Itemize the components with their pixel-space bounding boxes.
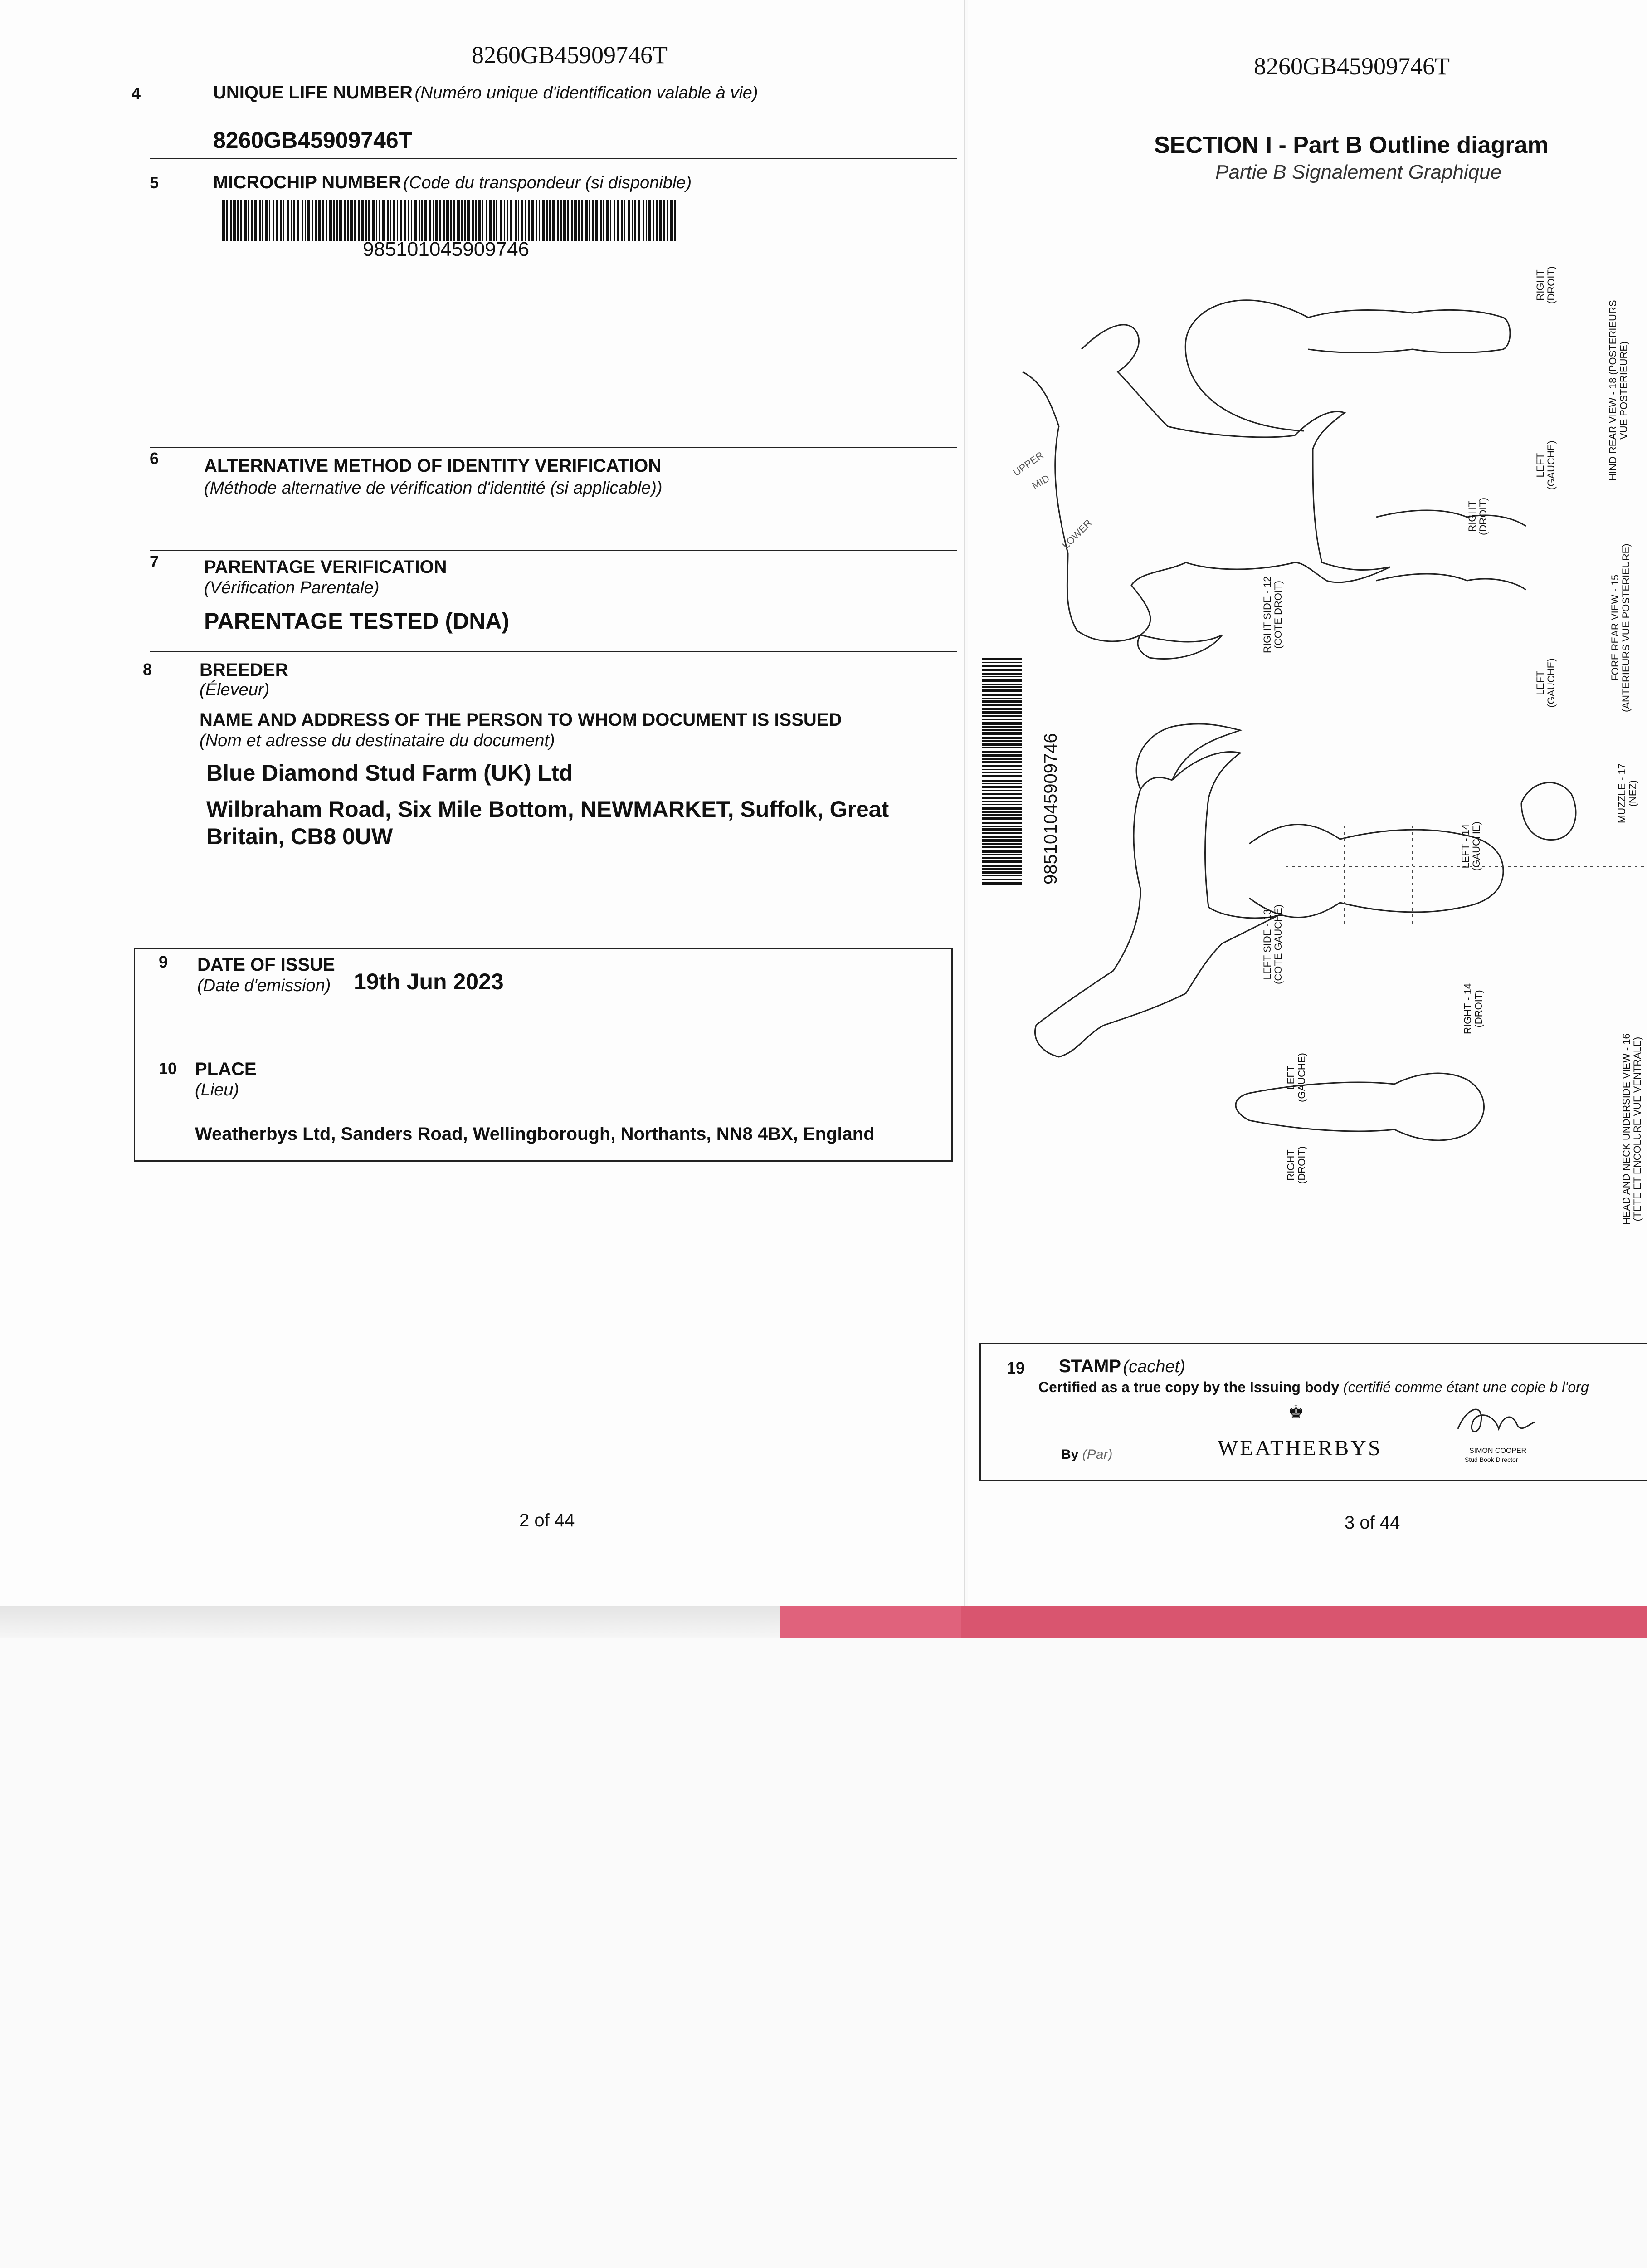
microchip-number-value: 985101045909746: [363, 238, 530, 260]
left-14-label: LEFT - 14 (GAUCHE): [1460, 821, 1482, 871]
pink-cover-edge: [961, 1606, 1647, 1638]
divider: [150, 651, 957, 652]
left-side-horse-outline: [1035, 752, 1277, 1057]
place-sub: (Lieu): [195, 1080, 239, 1100]
left-gauche-label-2: LEFT (GAUCHE): [1535, 440, 1557, 490]
issued-to-label: NAME AND ADDRESS OF THE PERSON TO WHOM DOCUMENT IS ISSUED: [200, 710, 842, 730]
microchip-number-label: MICROCHIP NUMBER: [213, 172, 401, 192]
field-4-heading: [213, 83, 758, 103]
place-label: PLACE: [195, 1059, 257, 1079]
right-droit-label-2: RIGHT (DROIT): [1535, 266, 1557, 304]
certified-label-fr: (certifié comme étant une copie b l'org: [1343, 1379, 1589, 1395]
hind-rear-view-rump: [1185, 300, 1308, 431]
date-of-issue-value: 19th Jun 2023: [354, 969, 504, 994]
field-19-number: 19: [1007, 1359, 1025, 1377]
signature: [1449, 1397, 1540, 1442]
mid-label: MID: [1030, 472, 1052, 492]
page-number: 3 of 44: [1345, 1513, 1400, 1533]
crown-icon: ♚: [1288, 1402, 1304, 1422]
divider: [150, 550, 957, 551]
field-7-number: 7: [150, 552, 159, 571]
muzzle-outline: [1521, 782, 1576, 840]
pink-cover-edge: [780, 1606, 961, 1638]
field-5-heading: [213, 172, 692, 193]
parentage-verification-label: PARENTAGE VERIFICATION: [204, 557, 447, 577]
right-side-label: RIGHT SIDE - 12 (COTE DROIT): [1262, 576, 1284, 653]
left-page: [0, 0, 965, 1606]
fore-rear-view-outline: [1376, 510, 1526, 590]
horse-outline-diagram: [968, 236, 1647, 1243]
stamp-label: STAMP: [1059, 1356, 1121, 1376]
field-4-number: 4: [132, 84, 141, 103]
head-neck-underside-outline: [1236, 1073, 1484, 1140]
fore-rear-view-label: FORE REAR VIEW - 15 (ANTERIEURS VUE POSTERIEURE): [1609, 543, 1632, 712]
right-14-label: RIGHT - 14 (DROIT): [1462, 983, 1484, 1034]
date-of-issue-sub: (Date d'emission): [197, 976, 331, 995]
divider: [150, 447, 957, 448]
by-label: By (Par): [1061, 1447, 1113, 1462]
issued-to-address-line2: Britain, CB8 0UW: [206, 824, 393, 849]
left-side-label: LEFT SIDE - 13 (COTE GAUCHE): [1262, 904, 1284, 984]
issued-to-name: Blue Diamond Stud Farm (UK) Ltd: [206, 760, 573, 786]
breeder-label: BREEDER: [200, 660, 288, 680]
hind-rear-view-label: HIND REAR VIEW - 18 (POSTERIEURS VUE POSTERIEURE): [1607, 300, 1629, 481]
field-5-number: 5: [150, 173, 159, 192]
lower-label: LOWER: [1060, 517, 1094, 552]
signatory-name: SIMON COOPER: [1469, 1447, 1527, 1455]
microchip-number-sub: (Code du transpondeur (si disponible): [403, 173, 692, 192]
weatherbys-logo: WEATHERBYS: [1218, 1436, 1382, 1460]
upper-label: UPPER: [1011, 449, 1046, 479]
right-droit-label-1: RIGHT (DROIT): [1467, 497, 1489, 535]
breeder-sub: (Éleveur): [200, 680, 270, 699]
divider: [150, 158, 957, 159]
cover-edge: [0, 1606, 780, 1638]
left-gauche-label-3: LEFT (GAUCHE): [1285, 1053, 1307, 1102]
right-side-tail: [1138, 635, 1222, 659]
signatory-title: Stud Book Director: [1465, 1456, 1518, 1463]
parentage-verification-value: PARENTAGE TESTED (DNA): [204, 608, 510, 634]
right-side-horse-outline: [1023, 325, 1390, 641]
place-value: Weatherbys Ltd, Sanders Road, Wellingborough, Northants, NN8 4BX, England: [195, 1124, 875, 1144]
right-page: [968, 0, 1647, 1606]
muzzle-label: MUZZLE - 17 (NEZ): [1616, 763, 1638, 823]
date-of-issue-label: DATE OF ISSUE: [197, 955, 335, 975]
stamp-sub: (cachet): [1123, 1357, 1185, 1376]
field-8-number: 8: [143, 660, 152, 679]
alt-verification-sub: (Méthode alternative de vérification d'identité (si applicable)): [204, 479, 663, 498]
certified-text: [1038, 1379, 1589, 1396]
header-id: 8260GB45909746T: [472, 41, 668, 68]
hind-rear-view-outline: [1308, 310, 1510, 352]
right-droit-label-3: RIGHT (DROIT): [1285, 1146, 1307, 1184]
section-subtitle: Partie B Signalement Graphique: [1215, 161, 1502, 183]
unique-life-number-sub: (Numéro unique d'identification valable à vie): [414, 83, 758, 103]
field-6-number: 6: [150, 449, 159, 468]
unique-life-number-label: UNIQUE LIFE NUMBER: [213, 83, 413, 103]
certified-label: Certified as a true copy by the Issuing body: [1038, 1379, 1340, 1395]
stamp-heading: [1059, 1356, 1185, 1377]
issued-to-sub: (Nom et adresse du destinataire du document): [200, 731, 555, 750]
issued-to-address-line1: Wilbraham Road, Six Mile Bottom, NEWMARKET, Suffolk, Great: [206, 797, 889, 822]
section-title: SECTION I - Part B Outline diagram: [1154, 132, 1549, 158]
side-barcode-value: 985101045909746: [1041, 733, 1061, 885]
microchip-barcode: [222, 200, 676, 241]
field-9-number: 9: [159, 953, 168, 971]
field-10-number: 10: [159, 1059, 177, 1078]
header-id: 8260GB45909746T: [1254, 53, 1450, 80]
page-number: 2 of 44: [519, 1510, 575, 1530]
unique-life-number-value: 8260GB45909746T: [213, 127, 413, 153]
left-gauche-label-1: LEFT (GAUCHE): [1535, 658, 1557, 708]
parentage-verification-sub: (Vérification Parentale): [204, 578, 380, 597]
alt-verification-label: ALTERNATIVE METHOD OF IDENTITY VERIFICATION: [204, 456, 662, 476]
head-neck-underside-label: HEAD AND NECK UNDERSIDE VIEW - 16 (TETE ET ENCOLURE VUE VENTRALE): [1621, 1033, 1643, 1225]
